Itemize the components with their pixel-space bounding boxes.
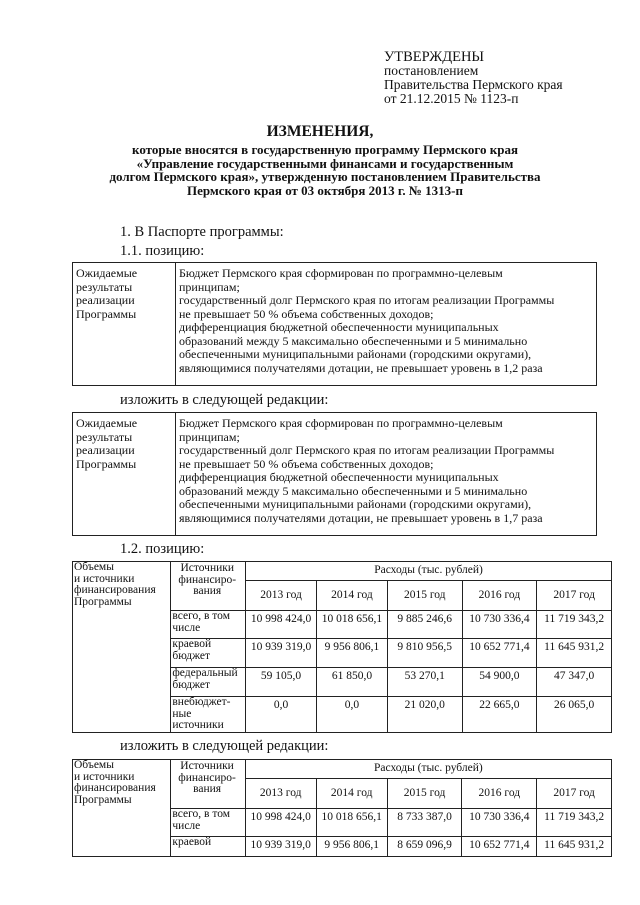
value-cell: 0,0 — [317, 697, 388, 733]
results-line: не превышает 50 % объема собственных доходов; — [179, 306, 434, 321]
value-cell: 10 730 336,4 — [462, 611, 537, 639]
label-line: и источники — [74, 770, 135, 783]
value-cell: 11 645 931,2 — [537, 837, 612, 857]
results-line: дифференциация бюджетной обеспеченности муниципальных — [179, 320, 499, 334]
year-header: 2014 год — [317, 581, 388, 611]
value-cell: 8 733 387,0 — [387, 809, 462, 837]
label-line: Объемы — [74, 561, 114, 573]
expenses-header: Расходы (тыс. рублей) — [246, 562, 612, 581]
year-header: 2013 год — [245, 779, 316, 809]
results-text-cell — [176, 413, 597, 536]
financing-label-cell — [73, 760, 171, 857]
subtitle-line: «Управление государственными финансами и государственным — [136, 155, 514, 171]
approval-line: от 21.12.2015 № 1123-п — [384, 91, 519, 106]
value-cell: 10 998 424,0 — [245, 809, 316, 837]
source-label — [171, 668, 246, 697]
subtitle-line: Пермского края от 03 октября 2013 г. № 1313-п — [187, 182, 463, 198]
value-cell: 9 956 806,1 — [317, 639, 388, 668]
section-1-1-heading: 1.1. позицию: — [120, 243, 205, 259]
financing-table-old — [72, 561, 612, 733]
header-line: финансиро- — [178, 771, 236, 784]
label-line: результаты — [76, 279, 133, 294]
label-line: всего, в том — [172, 808, 231, 820]
label-line: краевой — [172, 836, 212, 848]
label-line: внебюджет- — [172, 696, 231, 708]
results-line: государственный долг Пермского края по итогам реализации Программы — [179, 293, 555, 307]
label-line: Программы — [74, 793, 132, 806]
results-label-cell — [73, 413, 176, 536]
header-line: вания — [193, 585, 222, 597]
section-1-2-heading: 1.2. позицию: — [120, 541, 205, 557]
results-line: образований между 5 максимально обеспеченными и 5 минимально — [179, 483, 528, 498]
financing-table-new — [72, 759, 612, 857]
year-header: 2017 год — [537, 581, 612, 611]
source-label — [171, 837, 245, 857]
year-header: 2015 год — [387, 779, 462, 809]
label-line: числе — [172, 621, 201, 634]
value-cell: 11 719 343,2 — [537, 611, 612, 639]
label-line: финансирования — [74, 584, 156, 596]
value-cell: 61 850,0 — [317, 668, 388, 697]
header-line: Источники — [180, 760, 234, 772]
results-line: Бюджет Пермского края сформирован по программно-целевым — [179, 266, 503, 280]
label-line: федеральный — [172, 667, 238, 679]
results-text-cell — [176, 263, 597, 386]
label-line: Ожидаемые — [76, 266, 138, 280]
document-title: ИЗМЕНЕНИЯ, — [266, 123, 374, 140]
year-header: 2013 год — [246, 581, 317, 611]
header-line: финансиро- — [178, 573, 237, 586]
year-header: 2016 год — [462, 581, 537, 611]
value-cell: 0,0 — [246, 697, 317, 733]
label-line: бюджет — [172, 678, 210, 691]
approval-block — [384, 50, 563, 106]
value-cell: 11 645 931,2 — [537, 639, 612, 668]
value-cell: 10 998 424,0 — [246, 611, 317, 639]
value-cell: 9 885 246,6 — [387, 611, 462, 639]
value-cell: 10 939 319,0 — [245, 837, 316, 857]
results-line: государственный долг Пермского края по итогам реализации Программы — [179, 443, 555, 457]
label-line: источники — [172, 719, 224, 731]
source-header-cell — [171, 562, 246, 611]
value-cell: 54 900,0 — [462, 668, 537, 697]
label-line: реализации — [76, 293, 135, 307]
value-cell: 11 719 343,2 — [537, 809, 612, 837]
value-cell: 10 018 656,1 — [316, 809, 387, 837]
label-line: результаты — [76, 429, 133, 444]
year-header: 2014 год — [316, 779, 387, 809]
label-line: и источники — [74, 572, 135, 585]
value-cell: 9 956 806,1 — [316, 837, 387, 857]
state-in-new-text: изложить в следующей редакции: — [120, 392, 329, 408]
value-cell: 10 652 771,4 — [462, 639, 537, 668]
label-line: всего, в том — [172, 610, 230, 622]
value-cell: 8 659 096,9 — [387, 837, 462, 857]
value-cell: 59 105,0 — [246, 668, 317, 697]
value-cell: 10 652 771,4 — [462, 837, 537, 857]
approval-line: Правительства Пермского края — [384, 77, 563, 92]
label-line: Программы — [74, 595, 132, 608]
label-line: бюджет — [172, 649, 210, 662]
label-line: Ожидаемые — [76, 416, 138, 430]
label-line: ные — [172, 707, 192, 720]
source-header-cell — [171, 760, 245, 809]
year-header: 2017 год — [537, 779, 612, 809]
financing-label-cell — [73, 562, 171, 733]
header-line: вания — [193, 783, 222, 795]
label-line: реализации — [76, 443, 135, 457]
approval-line: постановлением — [384, 63, 479, 78]
value-cell: 9 810 956,5 — [387, 639, 462, 668]
approval-head: УТВЕРЖДЕНЫ — [384, 49, 485, 65]
results-line: являющимися получателями дотации, не превышает уровень в 1,2 раза — [179, 360, 543, 375]
value-cell: 10 939 319,0 — [246, 639, 317, 668]
value-cell: 22 665,0 — [462, 697, 537, 733]
source-label — [171, 611, 246, 639]
results-line: Бюджет Пермского края сформирован по программно-целевым — [179, 416, 503, 430]
value-cell: 10 018 656,1 — [317, 611, 388, 639]
results-line: принципам; — [179, 279, 240, 294]
value-cell: 47 347,0 — [537, 668, 612, 697]
label-line: Программы — [76, 456, 137, 471]
label-line: числе — [172, 819, 201, 832]
label-line: Программы — [76, 306, 137, 321]
results-line: образований между 5 максимально обеспеченными и 5 минимально — [179, 333, 528, 348]
value-cell: 53 270,1 — [387, 668, 462, 697]
results-line: дифференциация бюджетной обеспеченности муниципальных — [179, 470, 499, 484]
header-line: Источники — [180, 562, 235, 574]
source-label — [171, 639, 246, 668]
year-header: 2015 год — [387, 581, 462, 611]
value-cell: 26 065,0 — [537, 697, 612, 733]
results-line: обеспеченными муниципальными районами (городскими округами), — [179, 347, 532, 361]
results-line: обеспеченными муниципальными районами (городскими округами), — [179, 497, 532, 511]
subtitle-line: долгом Пермского края», утвержденную постановлением Правительства — [109, 169, 541, 184]
label-line: финансирования — [74, 782, 156, 794]
results-line: являющимися получателями дотации, не превышает уровень в 1,7 раза — [179, 510, 543, 525]
results-line: принципам; — [179, 429, 240, 444]
source-label — [171, 697, 246, 733]
value-cell: 10 730 336,4 — [462, 809, 537, 837]
state-in-new-text: изложить в следующей редакции: — [120, 738, 329, 754]
results-table-new — [72, 412, 597, 536]
year-header: 2016 год — [462, 779, 537, 809]
label-line: Объемы — [74, 759, 114, 771]
label-line: краевой — [172, 638, 212, 650]
results-label-cell — [73, 263, 176, 386]
section-1-heading: 1. В Паспорте программы: — [120, 224, 284, 240]
results-table-old — [72, 262, 597, 386]
expenses-header: Расходы (тыс. рублей) — [245, 760, 611, 779]
document-subtitle — [70, 143, 580, 197]
source-label — [171, 809, 245, 837]
value-cell: 21 020,0 — [387, 697, 462, 733]
subtitle-line: которые вносятся в государственную программу Пермского края — [132, 142, 518, 157]
results-line: не превышает 50 % объема собственных доходов; — [179, 456, 434, 471]
